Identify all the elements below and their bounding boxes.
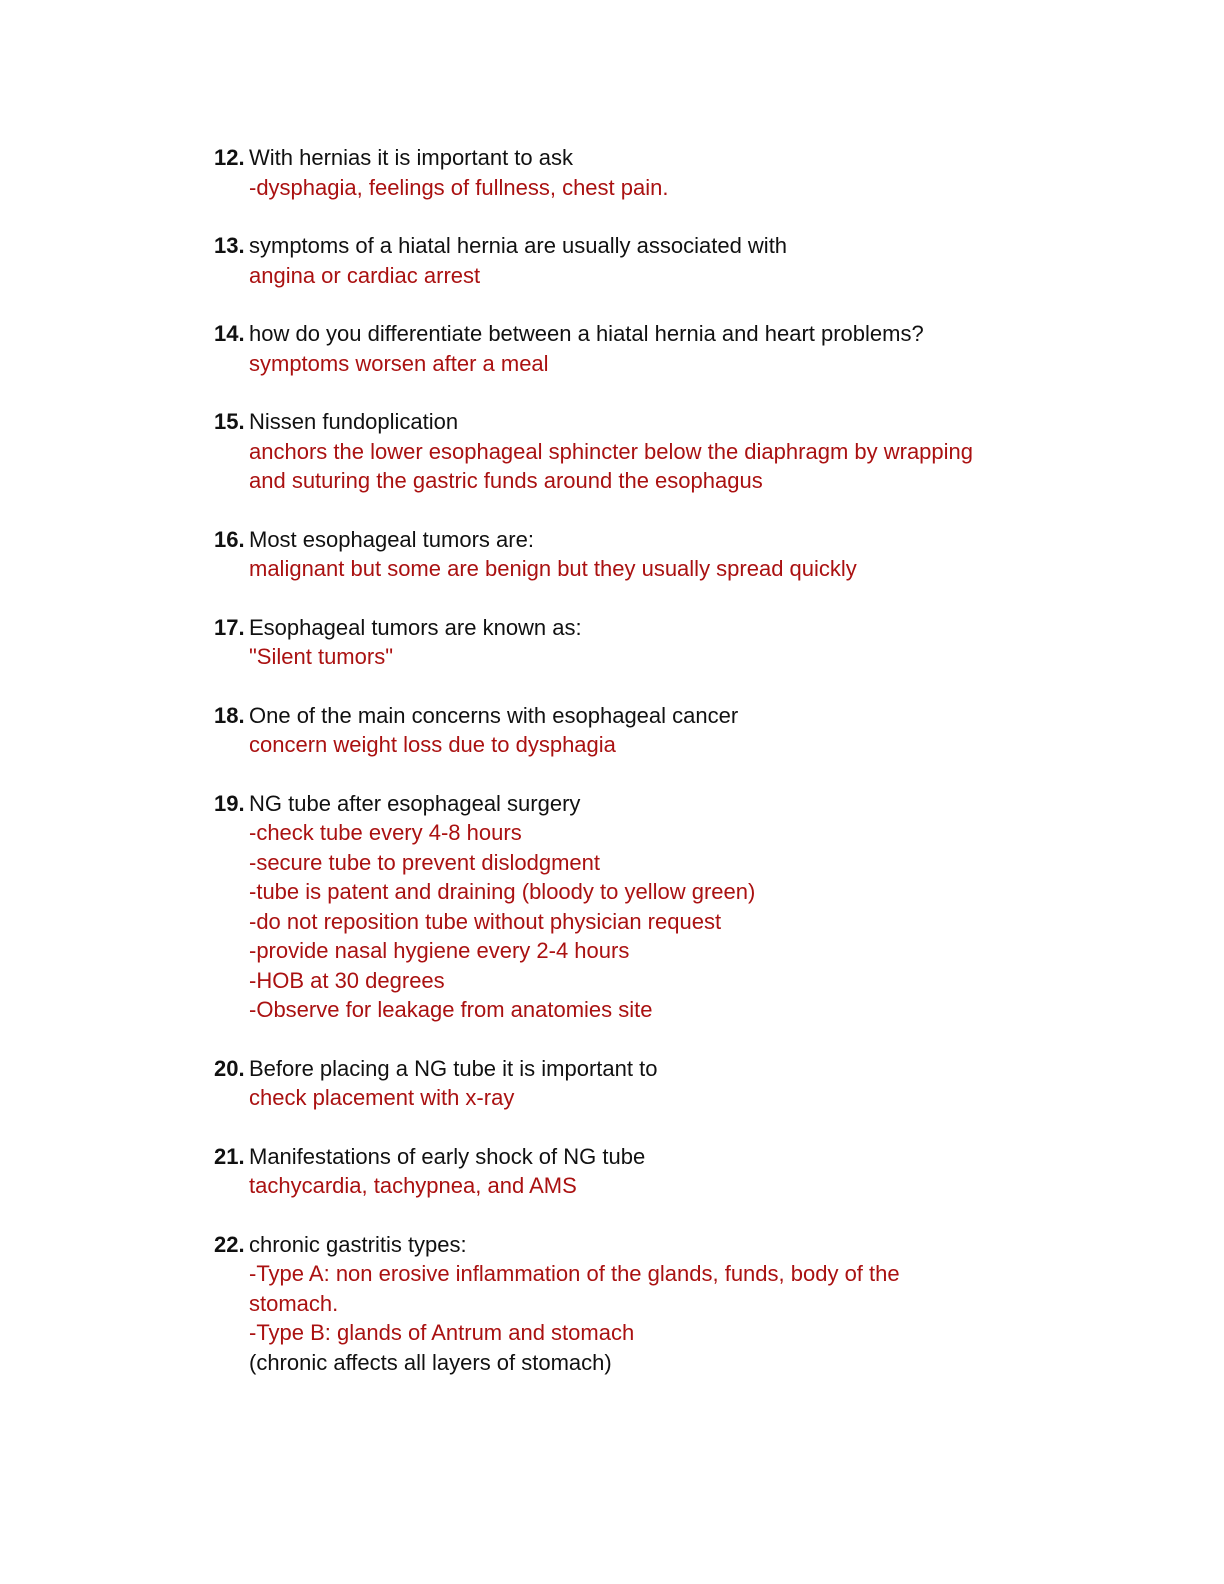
qa-item-15 [214,407,1074,496]
qa-item-19 [214,789,1074,1025]
answer-block [214,554,1074,584]
answer-line: anchors the lower esophageal sphincter below the diaphragm by wrapping [249,438,974,464]
answer-block [214,1259,1074,1377]
question-text: Manifestations of early shock of NG tube [249,1143,646,1169]
qa-item-22 [214,1230,1074,1378]
question-line [214,701,1074,731]
qa-item-20 [214,1054,1074,1113]
question-text: Most esophageal tumors are: [249,526,534,552]
question-line [214,407,1074,437]
qa-item-16 [214,525,1074,584]
answer-block [214,437,1074,496]
answer-line: -check tube every 4-8 hours [249,820,522,845]
answer-block [214,261,1074,291]
answer-line: concern weight loss due to dysphagia [249,732,616,757]
question-text: One of the main concerns with esophageal cancer [249,702,739,728]
question-text: Nissen fundoplication [249,409,459,434]
answer-line: -Type A: non erosive inflammation of the glands, funds, body of the [249,1261,900,1286]
question-text: With hernias it is important to ask [249,145,574,170]
question-number: 22. [214,1231,245,1257]
question-line [214,1230,1074,1260]
question-line [214,1054,1074,1084]
qa-item-21 [214,1142,1074,1201]
answer-line: -provide nasal hygiene every 2-4 hours [249,938,630,963]
answer-line: -dysphagia, feelings of fullness, chest pain. [249,174,669,200]
answer-block [214,818,1074,1025]
qa-item-18 [214,701,1074,760]
question-text: symptoms of a hiatal hernia are usually associated with [249,233,788,258]
study-notes-page [214,143,1074,1406]
answer-line: check placement with x-ray [249,1085,515,1110]
question-line [214,319,1074,349]
question-number: 20. [214,1055,245,1081]
answer-line: -secure tube to prevent dislodgment [249,849,600,875]
question-line [214,1142,1074,1172]
answer-block [214,349,1074,379]
answer-line: tachycardia, tachypnea, and AMS [249,1173,577,1198]
question-number: 15. [214,409,245,434]
question-number: 13. [214,233,245,258]
answer-block [214,1171,1074,1201]
question-line [214,789,1074,819]
answer-line: "Silent tumors" [249,644,393,669]
answer-line: -tube is patent and draining (bloody to yellow green) [249,879,756,904]
question-line [214,525,1074,555]
answer-line: symptoms worsen after a meal [249,350,549,376]
qa-item-14 [214,319,1074,378]
question-text: Esophageal tumors are known as: [249,614,582,640]
question-text: how do you differentiate between a hiatal hernia and heart problems? [249,321,924,346]
question-text: Before placing a NG tube it is important to [249,1055,658,1081]
question-line [214,231,1074,261]
question-line [214,143,1074,173]
answer-block [214,1083,1074,1113]
answer-block [214,173,1074,203]
answer-line: stomach. [249,1290,339,1316]
question-number: 17. [214,614,245,640]
question-line [214,613,1074,643]
answer-line: angina or cardiac arrest [249,262,481,288]
question-text: NG tube after esophageal surgery [249,790,581,816]
question-number: 21. [214,1143,245,1169]
answer-line: -do not reposition tube without physician request [249,908,722,934]
answer-line: malignant but some are benign but they usually spread quickly [249,556,857,581]
question-number: 18. [214,702,245,728]
answer-block [214,730,1074,760]
question-number: 14. [214,321,245,346]
question-number: 16. [214,526,245,552]
answer-note: (chronic affects all layers of stomach) [249,1349,612,1375]
qa-item-17 [214,613,1074,672]
answer-line: -HOB at 30 degrees [249,967,445,993]
answer-line: and suturing the gastric funds around the esophagus [249,468,763,493]
qa-item-13 [214,231,1074,290]
answer-line: -Type B: glands of Antrum and stomach [249,1320,635,1345]
question-number: 19. [214,790,245,816]
question-text: chronic gastritis types: [249,1231,467,1257]
qa-item-12 [214,143,1074,202]
question-number: 12. [214,145,245,170]
answer-block [214,642,1074,672]
answer-line: -Observe for leakage from anatomies site [249,997,653,1022]
